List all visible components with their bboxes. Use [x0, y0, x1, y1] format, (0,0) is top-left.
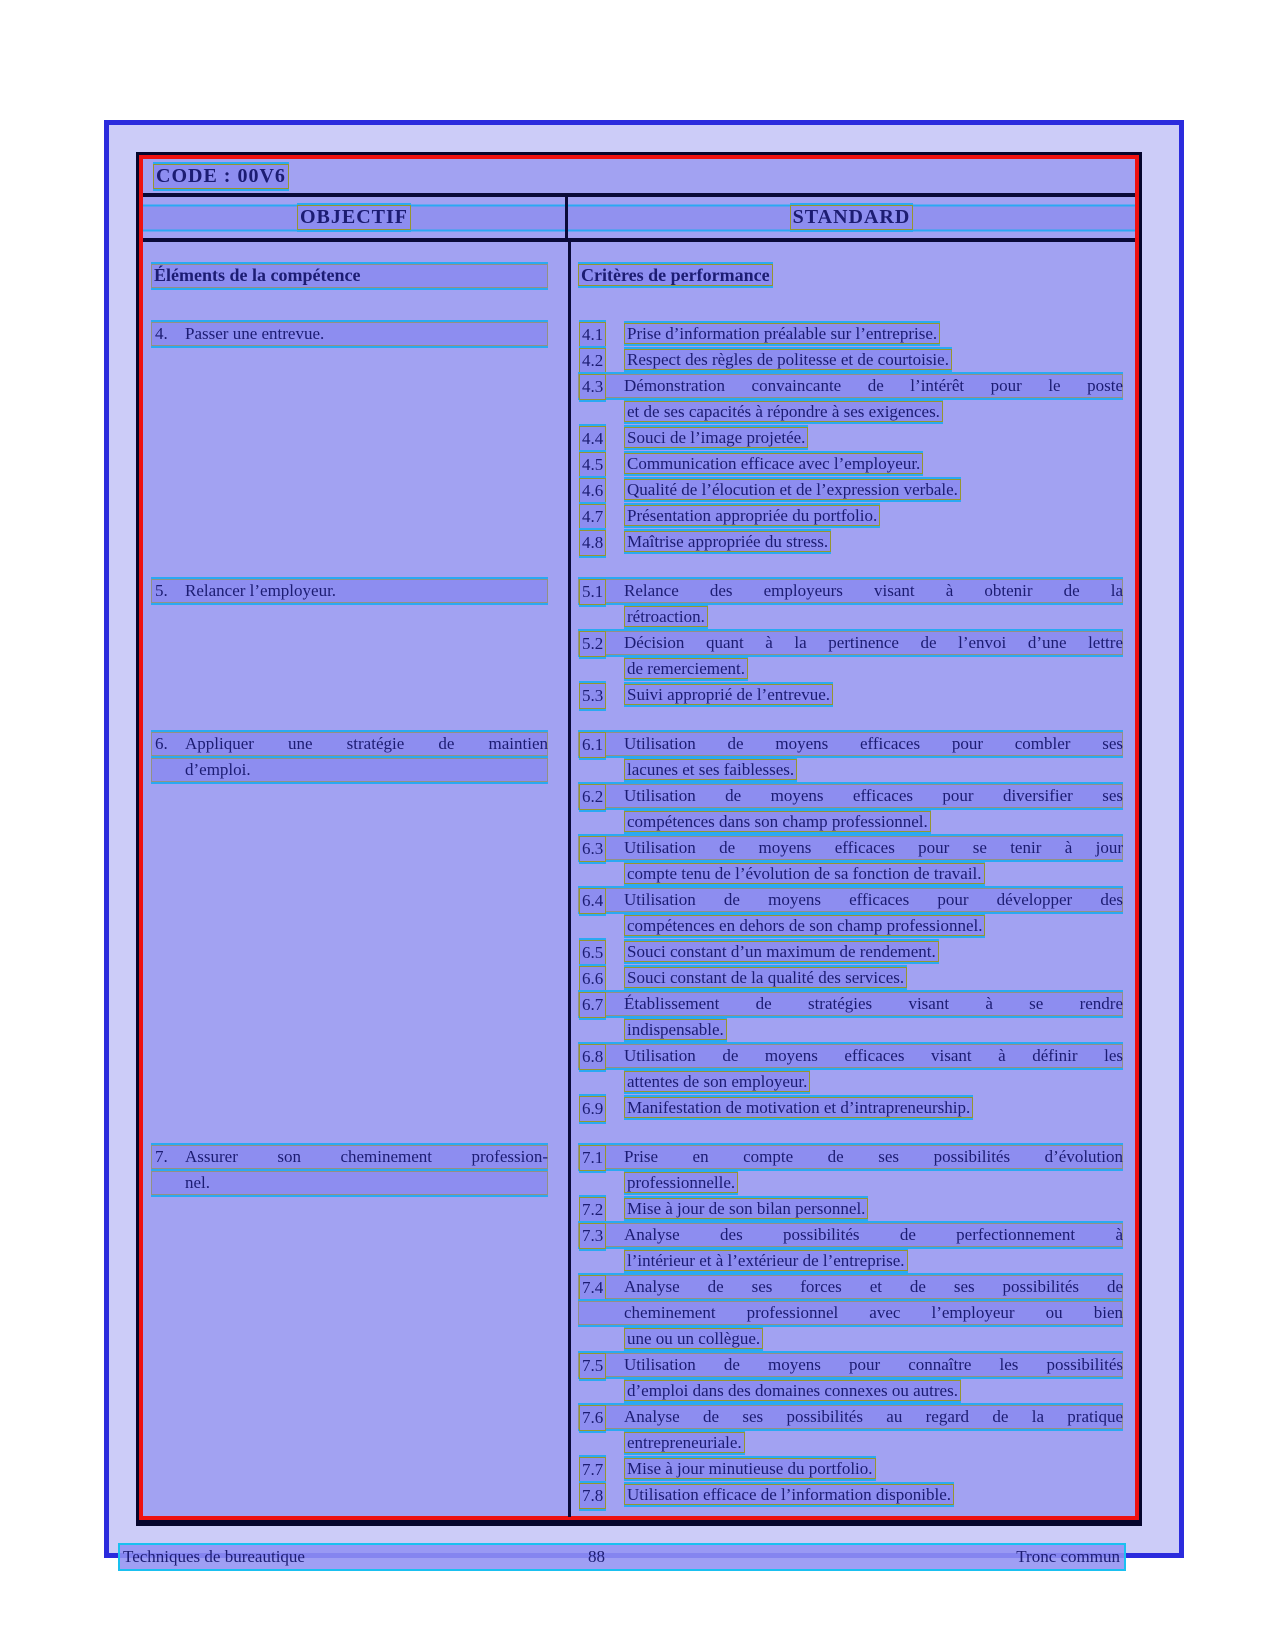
- objective-line: [151, 758, 548, 782]
- criterion-item: [578, 1405, 1123, 1455]
- criterion-item: [578, 1197, 1123, 1221]
- subheader-elements-label: Éléments de la compétence: [154, 265, 361, 285]
- criterion-line: [578, 1249, 1123, 1273]
- criterion-text: Prise en compte de ses possibilités d’évolution: [624, 1147, 1123, 1166]
- criterion-text: et de ses capacités à répondre à ses exigences.: [624, 401, 943, 422]
- criterion-number: 4.8: [579, 530, 606, 556]
- criterion-item: [578, 1353, 1123, 1403]
- criterion-text: Utilisation de moyens efficaces pour combler ses: [624, 734, 1123, 753]
- criterion-number: 6.7: [579, 992, 606, 1018]
- column-divider: [568, 242, 571, 1517]
- criterion-text: de remerciement.: [624, 658, 748, 679]
- criteria-cell: [568, 1145, 1135, 1509]
- criterion-line: [578, 530, 1123, 554]
- objective-line: [151, 1171, 548, 1195]
- criterion-item: [578, 836, 1123, 886]
- criterion-line: [578, 605, 1123, 629]
- criterion-line: [578, 836, 1123, 860]
- subheader-criteres: Critères de performance: [578, 264, 773, 286]
- criterion-text: Respect des règles de politesse et de courtoisie.: [624, 349, 952, 370]
- criterion-line: [578, 1275, 1123, 1299]
- criterion-line: [578, 1379, 1123, 1403]
- table-header-row: [143, 197, 1135, 242]
- criterion-text: Communication efficace avec l’employeur.: [624, 453, 923, 474]
- subheader-left-cell: [143, 264, 568, 290]
- footer-section-title: Tronc commun: [1016, 1547, 1120, 1566]
- criterion-number: 4.7: [579, 504, 606, 530]
- criterion-text: Décision quant à la pertinence de l’envoi d’une lettre: [624, 633, 1123, 652]
- criterion-text: l’intérieur et à l’extérieur de l’entreprise.: [624, 1250, 908, 1271]
- objectif-label: OBJECTIF: [297, 205, 411, 230]
- criterion-line: [578, 1405, 1123, 1429]
- criterion-item: [578, 1145, 1123, 1195]
- criteria-cell: [568, 579, 1135, 709]
- criterion-number: 7.4: [579, 1275, 606, 1301]
- objective-number: 7.: [155, 1147, 168, 1166]
- criterion-text: lacunes et ses faiblesses.: [624, 759, 797, 780]
- criterion-text: Souci constant d’un maximum de rendement.: [624, 941, 939, 962]
- criterion-number: 6.9: [579, 1096, 606, 1122]
- criterion-text: Utilisation de moyens efficaces pour se tenir à jour: [624, 838, 1123, 857]
- subheader-elements: [151, 264, 548, 288]
- criterion-line: [578, 1145, 1123, 1169]
- criterion-line: [578, 758, 1123, 782]
- objective-line: [151, 322, 548, 346]
- criterion-number: 6.5: [579, 940, 606, 966]
- criteria-cell: [568, 322, 1135, 556]
- criterion-line: [578, 784, 1123, 808]
- criterion-item: [578, 426, 1123, 450]
- criterion-line: [578, 374, 1123, 398]
- criterion-text: Établissement de stratégies visant à se rendre: [624, 994, 1123, 1013]
- criterion-number: 4.3: [579, 374, 606, 400]
- criterion-number: 7.5: [579, 1353, 606, 1379]
- criterion-line: [578, 657, 1123, 681]
- criterion-line: [578, 966, 1123, 990]
- competency-table-inner-border: [139, 155, 1139, 1520]
- criterion-text: Analyse des possibilités de perfectionnement à: [624, 1225, 1123, 1244]
- section-row: [143, 322, 1135, 556]
- criterion-line: [578, 1223, 1123, 1247]
- criterion-text: Suivi approprié de l’entrevue.: [624, 684, 833, 705]
- criterion-line: [578, 478, 1123, 502]
- objective-cell: [143, 1145, 568, 1509]
- criterion-line: [578, 1197, 1123, 1221]
- criterion-line: [578, 862, 1123, 886]
- criterion-text: compte tenu de l’évolution de sa fonction de travail.: [624, 863, 985, 884]
- criterion-text: Analyse de ses forces et de ses possibilités de: [624, 1277, 1123, 1296]
- criterion-number: 6.4: [579, 888, 606, 914]
- criterion-item: [578, 631, 1123, 681]
- criterion-line: [578, 1353, 1123, 1377]
- criterion-number: 4.2: [579, 348, 606, 374]
- criterion-text: cheminement professionnel avec l’employeur ou bien: [624, 1303, 1123, 1322]
- criterion-number: 7.1: [579, 1145, 606, 1171]
- section-row: [143, 1145, 1135, 1509]
- criterion-text: Utilisation efficace de l’information disponible.: [624, 1484, 954, 1505]
- criterion-line: [578, 1171, 1123, 1195]
- criterion-text: Relance des employeurs visant à obtenir de la: [624, 581, 1123, 600]
- criterion-line: [578, 683, 1123, 707]
- criterion-item: [578, 452, 1123, 476]
- criterion-line: [578, 1096, 1123, 1120]
- criterion-line: [578, 992, 1123, 1016]
- criterion-text: compétences dans son champ professionnel.: [624, 811, 931, 832]
- criterion-text: d’emploi dans des domaines connexes ou autres.: [624, 1380, 961, 1401]
- objective-text: Passer une entrevue.: [185, 324, 325, 343]
- criterion-line: [578, 631, 1123, 655]
- criterion-text: entrepreneuriale.: [624, 1432, 745, 1453]
- criterion-line: [578, 426, 1123, 450]
- criterion-text: rétroaction.: [624, 606, 708, 627]
- objective-number: 5.: [155, 581, 168, 600]
- criterion-text: Mise à jour minutieuse du portfolio.: [624, 1458, 876, 1479]
- section-row: [143, 579, 1135, 709]
- criterion-line: [578, 1457, 1123, 1481]
- page-footer: [118, 1543, 1126, 1571]
- subheader-row: [143, 242, 1135, 290]
- criterion-line: [578, 1327, 1123, 1351]
- column-header-standard: [568, 197, 1135, 238]
- footer-document-title: Techniques de bureautique: [123, 1547, 305, 1566]
- criterion-number: 6.6: [579, 966, 606, 992]
- criterion-line: [578, 888, 1123, 912]
- criterion-text: Présentation appropriée du portfolio.: [624, 505, 880, 526]
- criterion-item: [578, 579, 1123, 629]
- criterion-line: [578, 1431, 1123, 1455]
- criterion-text: Analyse de ses possibilités au regard de la pratique: [624, 1407, 1123, 1426]
- criterion-line: [578, 810, 1123, 834]
- criterion-text: Mise à jour de son bilan personnel.: [624, 1198, 868, 1219]
- objective-cell: [143, 579, 568, 709]
- criterion-line: [578, 579, 1123, 603]
- objective-line: [151, 732, 548, 756]
- criterion-line: [578, 732, 1123, 756]
- criterion-item: [578, 530, 1123, 554]
- criterion-line: [578, 1070, 1123, 1094]
- criterion-item: [578, 1096, 1123, 1120]
- column-header-objectif: [143, 197, 568, 238]
- code-row: [143, 159, 1135, 197]
- criterion-number: 5.1: [579, 579, 606, 605]
- section-row: [143, 732, 1135, 1122]
- sections-host: [143, 322, 1135, 1509]
- criterion-number: 7.3: [579, 1223, 606, 1249]
- criterion-text: compétences en dehors de son champ professionnel.: [624, 915, 985, 936]
- criterion-item: [578, 478, 1123, 502]
- footer-page-number: 88: [588, 1547, 605, 1566]
- criterion-number: 6.2: [579, 784, 606, 810]
- criterion-number: 6.8: [579, 1044, 606, 1070]
- criterion-item: [578, 1275, 1123, 1351]
- competency-table: [136, 152, 1142, 1526]
- criterion-number: 4.6: [579, 478, 606, 504]
- page-frame: [104, 120, 1184, 1558]
- objective-number: 6.: [155, 734, 168, 753]
- criterion-item: [578, 683, 1123, 707]
- criterion-item: [578, 348, 1123, 372]
- criterion-line: [578, 1018, 1123, 1042]
- objective-cell: [143, 732, 568, 1122]
- criteria-cell: [568, 732, 1135, 1122]
- objective-text: d’emploi.: [185, 760, 251, 779]
- criterion-text: Souci constant de la qualité des services.: [624, 967, 907, 988]
- criterion-text: Démonstration convaincante de l’intérêt pour le poste: [624, 376, 1123, 395]
- criterion-number: 5.3: [579, 683, 606, 709]
- criterion-number: 6.1: [579, 732, 606, 758]
- criterion-text: une ou un collègue.: [624, 1328, 763, 1349]
- criterion-item: [578, 888, 1123, 938]
- criterion-text: Qualité de l’élocution et de l’expression verbale.: [624, 479, 961, 500]
- criterion-line: [578, 504, 1123, 528]
- criterion-text: Prise d’information préalable sur l’entreprise.: [624, 323, 940, 344]
- criterion-line: [578, 940, 1123, 964]
- criterion-line: [578, 348, 1123, 372]
- criterion-line: [578, 1044, 1123, 1068]
- criterion-number: 4.5: [579, 452, 606, 478]
- criterion-line: [578, 1301, 1123, 1325]
- criterion-text: Utilisation de moyens efficaces pour développer des: [624, 890, 1123, 909]
- objective-line: [151, 1145, 548, 1169]
- criterion-item: [578, 966, 1123, 990]
- criterion-text: attentes de son employeur.: [624, 1071, 810, 1092]
- criterion-text: Souci de l’image projetée.: [624, 427, 808, 448]
- objective-text: Assurer son cheminement profession-: [185, 1147, 548, 1166]
- criterion-text: Utilisation de moyens efficaces pour diversifier ses: [624, 786, 1123, 805]
- code-label: CODE : 00V6: [153, 164, 289, 189]
- criterion-item: [578, 940, 1123, 964]
- criterion-number: 5.2: [579, 631, 606, 657]
- criterion-text: Maîtrise appropriée du stress.: [624, 531, 831, 552]
- criterion-text: professionnelle.: [624, 1172, 738, 1193]
- objective-line: [151, 579, 548, 603]
- table-body: [143, 242, 1135, 1517]
- criterion-text: Manifestation de motivation et d’intrapreneurship.: [624, 1097, 973, 1118]
- criterion-item: [578, 992, 1123, 1042]
- criterion-item: [578, 504, 1123, 528]
- criterion-number: 4.1: [579, 322, 606, 348]
- criterion-number: 7.8: [579, 1483, 606, 1509]
- criterion-line: [578, 322, 1123, 346]
- objective-number: 4.: [155, 324, 168, 343]
- criterion-number: 7.6: [579, 1405, 606, 1431]
- criterion-line: [578, 400, 1123, 424]
- objective-text: Relancer l’employeur.: [185, 581, 337, 600]
- criterion-item: [578, 1223, 1123, 1273]
- criterion-item: [578, 1044, 1123, 1094]
- objective-text: Appliquer une stratégie de maintien: [185, 734, 548, 753]
- criterion-line: [578, 452, 1123, 476]
- criterion-line: [578, 914, 1123, 938]
- subheader-right-cell: [568, 264, 1135, 290]
- criterion-item: [578, 322, 1123, 346]
- objective-text: nel.: [185, 1173, 211, 1192]
- criterion-number: 7.2: [579, 1197, 606, 1223]
- standard-label: STANDARD: [790, 205, 914, 230]
- criterion-line: [578, 1483, 1123, 1507]
- criterion-number: 4.4: [579, 426, 606, 452]
- criterion-text: indispensable.: [624, 1019, 727, 1040]
- criterion-text: Utilisation de moyens efficaces visant à définir les: [624, 1046, 1123, 1065]
- criterion-item: [578, 1457, 1123, 1481]
- criterion-item: [578, 784, 1123, 834]
- criterion-item: [578, 732, 1123, 782]
- objective-cell: [143, 322, 568, 556]
- criterion-number: 7.7: [579, 1457, 606, 1483]
- criterion-number: 6.3: [579, 836, 606, 862]
- criterion-item: [578, 374, 1123, 424]
- criterion-item: [578, 1483, 1123, 1507]
- criterion-text: Utilisation de moyens pour connaître les possibilités: [624, 1355, 1123, 1374]
